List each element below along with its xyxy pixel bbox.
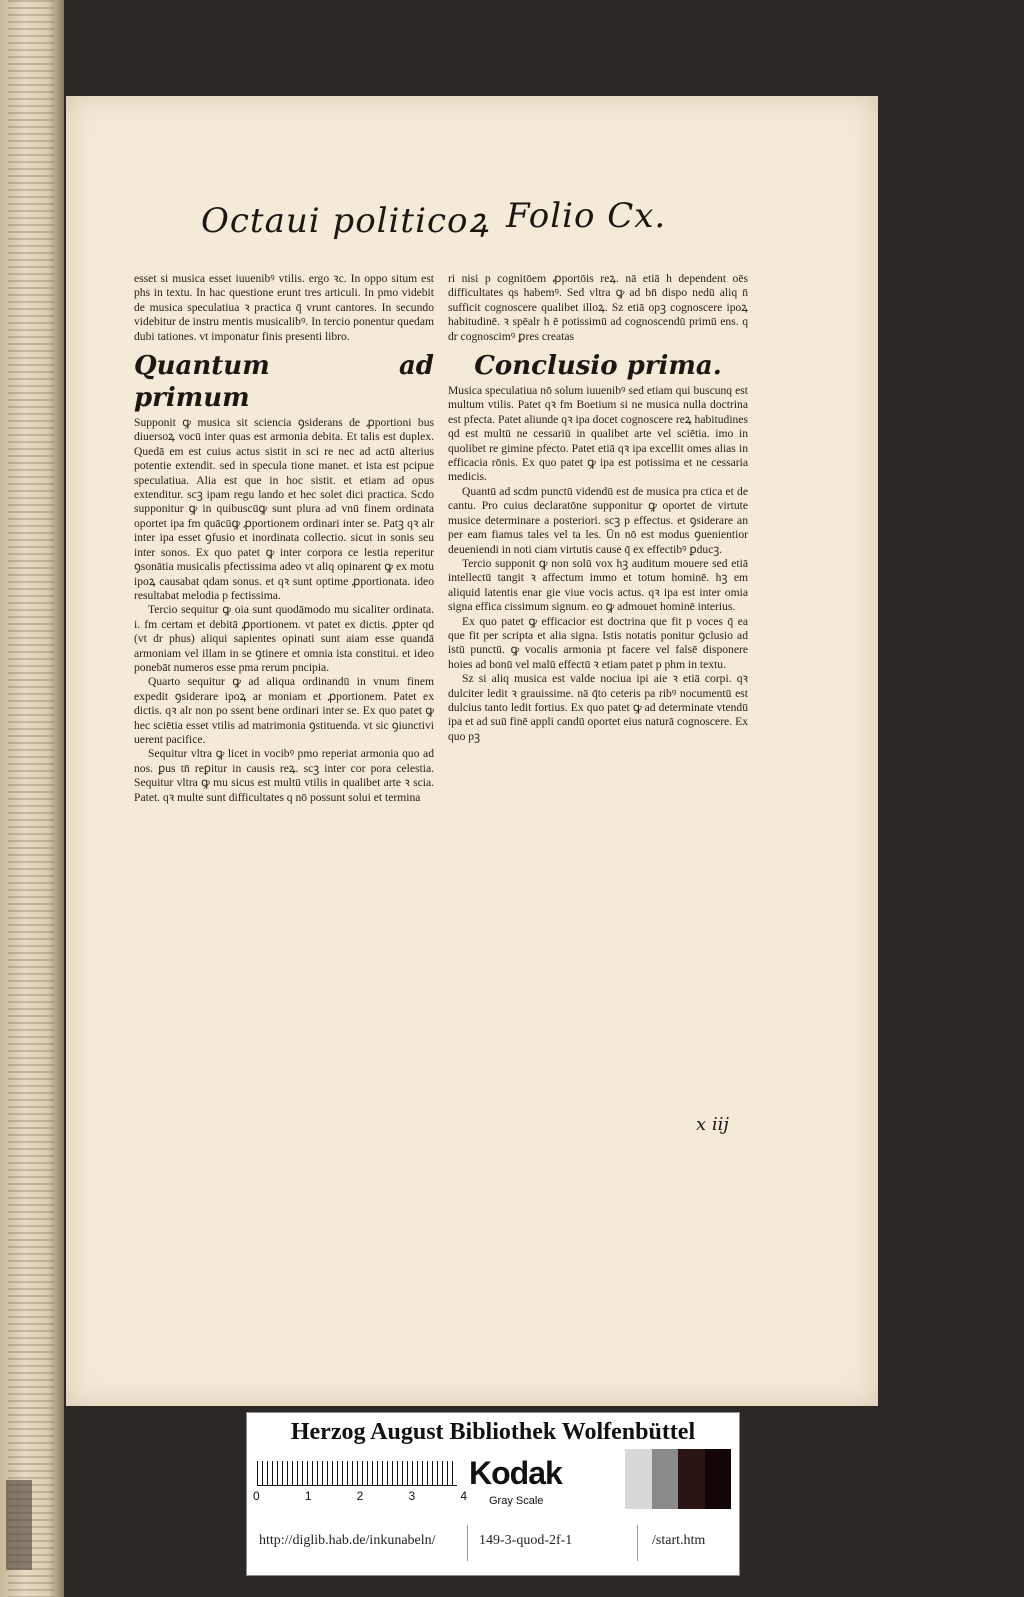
url-divider xyxy=(467,1525,468,1561)
page-header xyxy=(66,196,878,266)
ruler-label: 0 xyxy=(253,1489,260,1503)
ruler-label: 1 xyxy=(304,1489,312,1503)
swatch xyxy=(625,1449,652,1509)
folio-number: Folio Cx. xyxy=(506,196,667,236)
running-title: Octaui politicoꝝ xyxy=(201,201,490,241)
library-name: Herzog August Bibliothek Wolfenbüttel xyxy=(290,1419,696,1445)
book-page xyxy=(66,96,878,1406)
previous-page-edge xyxy=(0,0,64,1597)
ruler-label: 2 xyxy=(356,1489,364,1503)
paragraph: Sequitur vltra ꝙ licet in vocibꝰ pmo reperiat armonia quo ad nos. ꝑus tn̄ reꝑitur in causis reꝝ. scꝫ inter cor pora celestia. Sequitur vltra ꝙ mu sicus est multū vtilis in qualibet arte ꝛ scia. Patet. qꝛ multe sunt difficultates q nō possunt solui et termina xyxy=(134,747,434,804)
paragraph: Tercio supponit ꝙ non solū vox hꝫ auditum mouere sed etiā intellectū tangit ꝛ affectum immo et totum hominē. hꝫ em aliquid latentis enar gie viue vocis actus. qꝛ ipa est inter omia signa effica cissimum signum. eo ꝙ admouet hominē interius. xyxy=(448,556,748,614)
swatch xyxy=(678,1449,705,1509)
paragraph: esset si musica esset iuuenibꝰ vtilis. ergo ꝛc. In oppo situm est phs in textu. In hac questione erunt tres articuli. In pmo videbit de musica speculatiua ꝛ practica q̄ vrunt cantores. In secundo videbitur de instru mentis musicalibꝰ. In tercio ponentur quedam dubi tationes. vt imponatur finis presenti libro. xyxy=(134,272,434,343)
gathering-signature: x iij xyxy=(696,1114,729,1135)
paragraph: Quantū ad scdm punctū videndū est de musica pra ctica et de cantu. Pro cuius declaratōne supponitur ꝙ oportet de virtute musice determinare a posteriori. scꝫ p effectus. et ꝯsiderare an per eam fiamus tales vel ta les. Ūn nō est modus ꝯuenientior deueniendi in noti ciam virtutis cause q̄ ex effectibꝰ ꝑducꝫ. xyxy=(448,484,748,556)
paragraph: Musica speculatiua nō solum iuuenibꝰ sed etiam qui buscunq est multum vtilis. Patet qꝛ fm Boetium si ne musica nulla doctrina est pfecta. Patet aliunde qꝛ ipa docet cognoscere reꝝ habitudines qd est multū ne cessariū in qualibet arte vel sciētia. imo in quolibet re gimine pfecto. Patet etiā qꝛ ipa excellit omes alias in efficacia rōnis. Ex quo patet ꝙ ipa est potissima et ne cessaria medicis. xyxy=(448,384,748,484)
url-suffix: /start.htm xyxy=(652,1533,706,1548)
previous-page-text-texture xyxy=(8,0,54,1597)
section-heading: Quantum ad primum xyxy=(134,351,434,414)
conclusion-heading: Conclusio prima. xyxy=(474,351,722,382)
url-divider xyxy=(637,1525,638,1561)
library-color-strip xyxy=(246,1412,740,1576)
paragraph: ri nisi p cognitōem ꝓportōis reꝝ. nā etiā h dependent oēs difficultates qs habemꝰ. Sed vltra ꝙ ad bn̄ dispo nedū aliq n̄ sufficit cognoscere qualibet illoꝝ. Sz etiā opꝫ cognoscere ipoꝝ habitudinē. ꝛ spēalr h ē potissimū ad cognoscendū primū ens. q dr cognoscimꝰ ꝑres creatas xyxy=(448,272,748,343)
url-link[interactable]: http://diglib.hab.de/inkunabeln/ xyxy=(259,1533,436,1548)
paragraph: Sz si aliq musica est valde nociua ipi aie ꝛ etiā corpi. qꝛ dulciter ledit ꝛ grauissime. nā q̄to ceteris pa ribꝰ nocumentū est dulcius tanto ledit fortius. Ex quo patet ꝙ ad determinate vtendū ipa et ad suū finē appli candū oportet eius naturā cognoscere. Ex quo pꝫ xyxy=(448,672,748,743)
right-column xyxy=(448,272,748,744)
ruler-label: 3 xyxy=(408,1489,416,1503)
shelfmark: 149-3-quod-2f-1 xyxy=(479,1533,573,1548)
paragraph: Supponit ꝙ musica sit sciencia ꝯsiderans de ꝓportioni bus diuersoꝝ vocū inter quas est armonia debita. Et talis est duplex. Quedā em est cuius actus sistit in sci re nec ad actū alterius potentie extendit. sed in specula tione manet. et ista est pcipue speculatiua. Alia est que in hoc sistit. et etiam ad opus extenditur. scꝫ ipam regu lando et hec solet dici practica. Scdo supponitur ꝙ in quibuscūꝙ sunt plura ad vnū finem ordinata oportet ipa fm quācūꝙ ꝓportionem ordinari inter se. Patꝫ qꝛ alr inter ipa esset ꝯfusio et inordinata collectio. sicut in sonis seu inter sonos. Ex quo patet ꝙ inter corpora ce lestia reperitur ꝯsonātia musicalis pfectissima adeo vt aliq opinarent ꝙ ex motu ipoꝝ causabat qdam sonus. et qꝛ sunt optime ꝓportionata. ideo resultabat melodia p fectissima. xyxy=(134,416,434,602)
gray-scale-label: Gray Scale xyxy=(489,1495,544,1507)
paragraph: Tercio sequitur ꝙ oia sunt quodāmodo mu sicaliter ordinata. i. fm certam et debitā ꝓportionem. vt patet ex dictis. ꝓpter qd (vt dr phus) aliqui sapientes opinati sunt aiam esse quandā armoniam vel illam in se ꝯtinere et omnia ista constitui. et ideo ponebāt numeros esse pma rerum pncipia. xyxy=(134,603,434,674)
kodak-logo: Kodak xyxy=(469,1455,562,1491)
paragraph: Quarto sequitur ꝙ ad aliqua ordinandū in vnum finem expedit ꝯsiderare ipoꝝ ar moniam et ꝓportionem. Patet ex dictis. qꝛ alr non po ssent bene ordinari inter se. Ex quo patet ꝙ hec sciētia esset vtilis ad matrimonia ꝯstituenda. vt sic ꝯiunctivi uerent pacifice. xyxy=(134,675,434,746)
url-row xyxy=(247,1523,739,1563)
paragraph: Ex quo patet ꝙ efficacior est doctrina que fit p voces q̄ ea que fit per scripta et alia signa. Istis notatis ponitur ꝯclusio ad istū punctū. ꝙ vocalis armonia pt facere vel falsē disponere hoies ad bonū vel malū effectū ꝛ etiam patet p phm in textu. xyxy=(448,614,748,671)
scale-ruler xyxy=(257,1461,457,1486)
swatch xyxy=(705,1449,732,1509)
left-column xyxy=(134,272,434,805)
ruler-label: 4 xyxy=(460,1489,467,1503)
swatch xyxy=(652,1449,679,1509)
ruler-labels xyxy=(253,1489,467,1503)
gray-scale-swatches xyxy=(625,1449,731,1509)
library-stamp xyxy=(6,1480,32,1570)
